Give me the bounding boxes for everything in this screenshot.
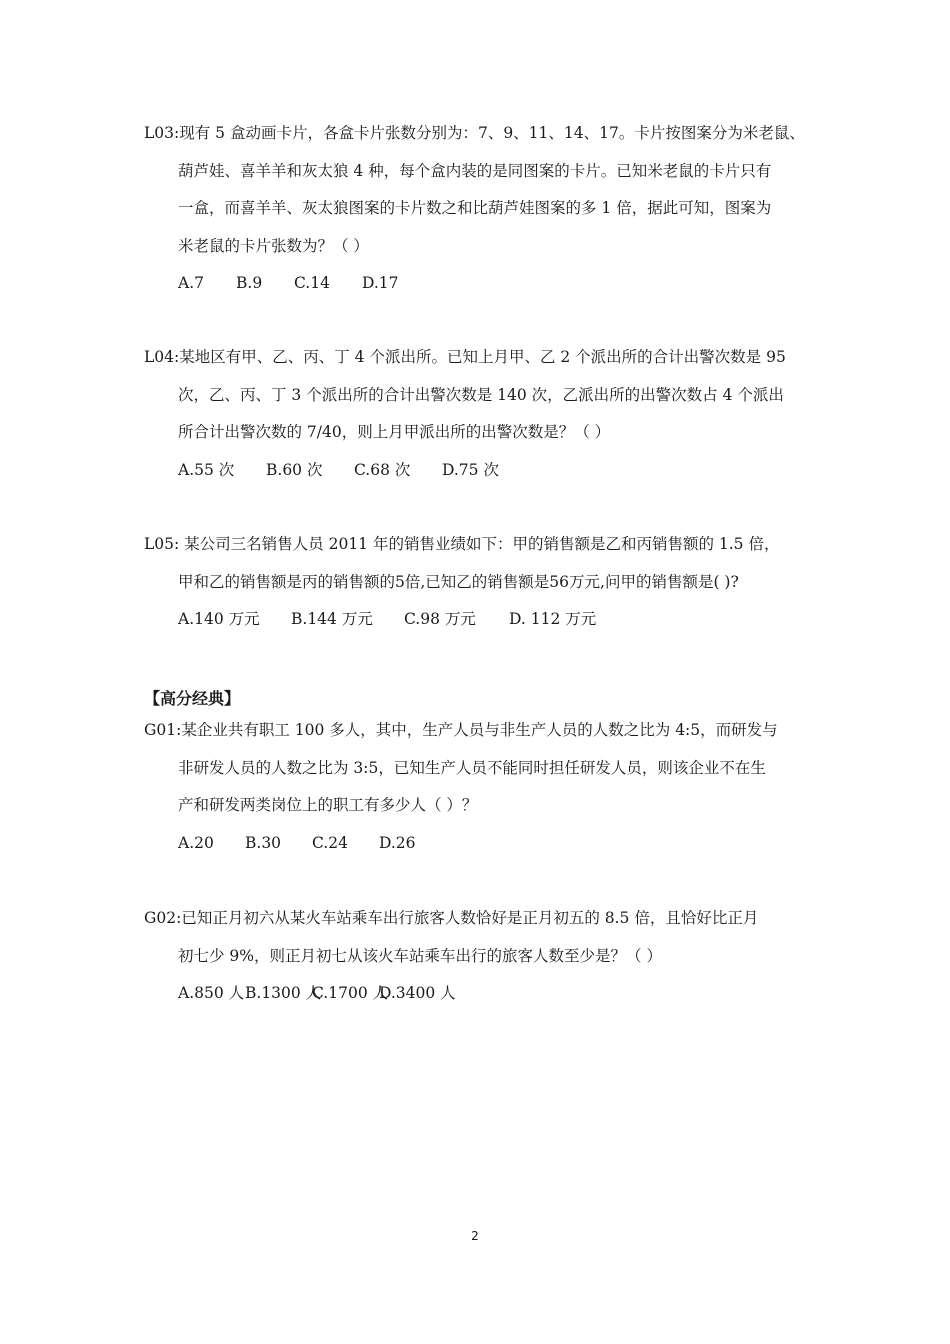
stem-line: G01:某企业共有职工 100 多人，其中，生产人员与非生产人员的人数之比为 4:5，而研发与 — [144, 721, 778, 739]
stem-line: 米老鼠的卡片张数为？（ ） — [178, 236, 369, 255]
stem-line: 初七少 9%，则正月初七从该火车站乘车出行的旅客人数至少是？（ ） — [178, 946, 662, 965]
option-b: B.30 — [245, 833, 282, 852]
stem-line: 非研发人员的人数之比为 3:5，已知生产人员不能同时担任研发人员，则该企业不在生 — [178, 758, 766, 777]
answer-options — [144, 601, 814, 639]
question-L05 — [144, 526, 814, 639]
answer-options — [144, 825, 814, 863]
answer-options — [144, 265, 814, 303]
option-d: D.3400 人 — [379, 984, 456, 1002]
option-a: A.55 次 — [178, 460, 235, 479]
stem-line: 甲和乙的销售额是丙的销售额的5倍,已知乙的销售额是56万元,问甲的销售额是( )? — [178, 572, 739, 591]
option-c: C.1700 人 — [312, 984, 389, 1002]
answer-options — [144, 452, 814, 490]
option-c: C.14 — [294, 274, 330, 292]
option-a: A.7 — [178, 274, 204, 292]
stem-line: L05: 某公司三名销售人员 2011 年的销售业绩如下：甲的销售额是乙和丙销售额的 1.5 倍， — [144, 535, 780, 553]
stem-line: G02:已知正月初六从某火车站乘车出行旅客人数恰好是正月初五的 8.5 倍，且恰好比正月 — [144, 909, 759, 927]
option-c: C.68 次 — [354, 460, 411, 479]
option-a: A.850 人 — [178, 984, 245, 1002]
question-stem — [144, 526, 814, 601]
option-b: B.1300 人 — [245, 984, 322, 1002]
question-L04 — [144, 339, 814, 489]
answer-options — [144, 975, 814, 1013]
question-G01 — [144, 712, 814, 862]
option-c: C.98 万元 — [404, 610, 476, 628]
question-L03 — [144, 115, 814, 303]
stem-line: L03:现有 5 盒动画卡片，各盒卡片张数分别为：7、9、11、14、17。卡片按图案分为米老鼠、 — [144, 124, 805, 142]
question-stem — [144, 115, 814, 265]
option-a: A.20 — [178, 833, 214, 852]
question-stem — [144, 712, 814, 825]
stem-line: 产和研发两类岗位上的职工有多少人（ ）？ — [178, 796, 478, 814]
option-b: B.60 次 — [266, 460, 323, 479]
option-d: D. 112 万元 — [509, 610, 597, 628]
option-d: D.26 — [379, 833, 416, 852]
option-b: B.9 — [236, 274, 263, 292]
option-d: D.75 次 — [442, 460, 499, 479]
stem-line: 次，乙、丙、丁 3 个派出所的合计出警次数是 140 次，乙派出所的出警次数占 4 个派出 — [178, 385, 784, 404]
stem-line: 所合计出警次数的 7/40，则上月甲派出所的出警次数是？（ ） — [178, 423, 611, 441]
question-stem — [144, 339, 814, 452]
section-title: 【高分经典】 — [144, 689, 241, 708]
stem-line: 葫芦娃、喜羊羊和灰太狼 4 种，每个盒内装的是同图案的卡片。已知米老鼠的卡片只有 — [178, 161, 772, 180]
stem-line: L04:某地区有甲、乙、丙、丁 4 个派出所。已知上月甲、乙 2 个派出所的合计出警次数是 95 — [144, 348, 786, 366]
question-G02 — [144, 900, 814, 1013]
page-number: 2 — [471, 1229, 479, 1243]
option-c: C.24 — [312, 833, 348, 852]
question-stem — [144, 900, 814, 975]
option-d: D.17 — [362, 274, 399, 292]
stem-line: 一盒，而喜羊羊、灰太狼图案的卡片数之和比葫芦娃图案的多 1 倍，据此可知，图案为 — [178, 199, 772, 217]
option-a: A.140 万元 — [178, 610, 260, 628]
option-b: B.144 万元 — [291, 610, 373, 628]
